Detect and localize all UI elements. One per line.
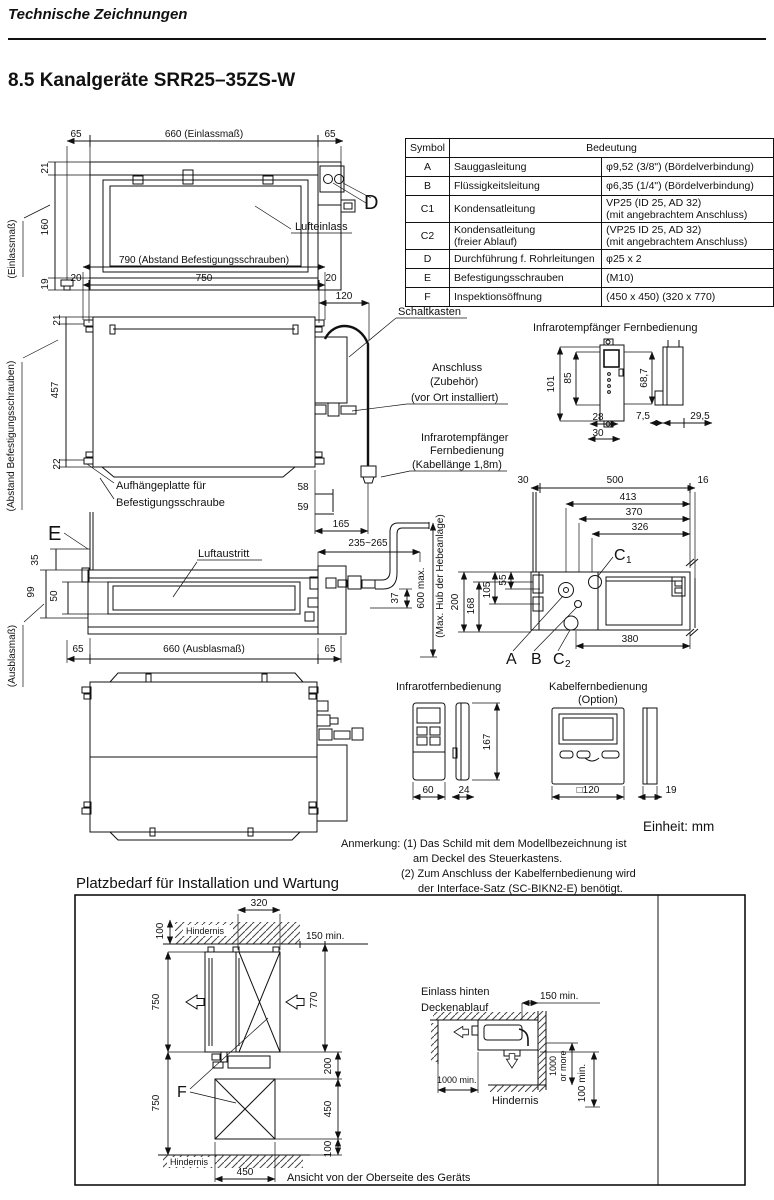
dim-label: 59 [297, 502, 309, 513]
end-view-linework [458, 483, 698, 651]
dim-label: 200 [450, 593, 461, 611]
dim-label: 55 [498, 574, 509, 586]
part-label: Schaltkasten [398, 306, 461, 318]
remark-line: Anmerkung: (1) Das Schild mit dem Modellbezeichnung ist [341, 838, 627, 850]
dim-label: 20 [325, 273, 337, 284]
dim-label: 19 [40, 278, 51, 290]
view-caption: Ansicht von der Oberseite des Geräts [287, 1172, 471, 1184]
callout-letter: D [364, 192, 379, 214]
dim-label: 99 [26, 586, 37, 598]
dim-label: or more [558, 1050, 568, 1082]
dim-label: 200 [323, 1057, 334, 1075]
table-row: C2 Kondensatleitung (freier Ablauf) (VP25 ID 25, AD 32) (mit angebrachtem Anschluss) [406, 223, 774, 250]
remark-block [341, 838, 636, 895]
dim-label: 101 [546, 375, 557, 393]
part-label: Anschluss [432, 362, 483, 374]
dim-label: 65 [72, 644, 84, 655]
dim-label: 380 [621, 634, 639, 645]
dim-label: 1000 min. [437, 1075, 477, 1085]
dim-label: 7,5 [636, 411, 650, 422]
part-label: Fernbedienung [430, 445, 505, 457]
dim-label: 750 [151, 1094, 162, 1112]
callout-letter: B [531, 651, 542, 668]
obstacle-label: Hindernis [170, 1157, 209, 1167]
bottom-view-linework [82, 673, 363, 840]
unit-note: Einheit: mm [643, 819, 715, 834]
table-row: B Flüssigkeitsleitung φ6,35 (1/4") (Bördelverbindung) [406, 177, 774, 196]
dim-label: 16 [697, 475, 709, 486]
part-label: Infrarotempfänger [421, 432, 509, 444]
dim-label: 168 [466, 597, 477, 615]
dim-label: 750 [195, 273, 213, 284]
dim-label: 160 [40, 218, 51, 236]
box-title: Platzbedarf für Installation und Wartung [76, 875, 339, 892]
callout-subscript: 1 [626, 555, 632, 566]
page-header-title: Technische Zeichnungen [8, 6, 188, 23]
dim-label: 28 [592, 412, 604, 423]
airflow-arrow-icon [286, 995, 304, 1009]
section-title: 8.5 Kanalgeräte SRR25–35ZS-W [8, 70, 296, 91]
table-row: A Sauggasleitung φ9,52 (3/8") (Bördelverbindung) [406, 158, 774, 177]
dim-label: 37 [390, 592, 401, 604]
detail-title: Deckenablauf [421, 1002, 489, 1014]
dim-label: 100 [323, 1140, 334, 1158]
dim-label: 50 [49, 590, 60, 602]
dim-label: □120 [576, 785, 600, 796]
dim-label: 60 [422, 785, 434, 796]
dim-label: 19 [665, 785, 677, 796]
installation-space-linework [75, 895, 745, 1185]
dim-label: 65 [324, 644, 336, 655]
dim-label: 457 [50, 381, 61, 399]
dim-label: 1000 [548, 1055, 558, 1077]
dim-label: 65 [324, 129, 336, 140]
dim-label: 21 [52, 314, 63, 326]
dim-label: 85 [563, 372, 574, 384]
dim-label: 150 min. [306, 931, 345, 942]
remark-line: am Deckel des Steuerkastens. [413, 853, 563, 865]
dim-label: 600 max. [416, 567, 427, 609]
detail-title: Einlass hinten [421, 986, 490, 998]
callout-letter: C [553, 651, 565, 668]
installation-space-labels [76, 875, 588, 1184]
dim-label: 167 [482, 733, 493, 751]
side-axis-label: (Abstand Befestigungsschrauben) [6, 360, 17, 512]
part-label: Befestigungsschraube [116, 497, 225, 509]
side-view-labels [7, 514, 446, 687]
top-view-labels [6, 255, 509, 530]
obstacle-label: Hindernis [492, 1095, 539, 1107]
dim-label: 30 [517, 475, 529, 486]
dim-label: 150 min. [540, 991, 579, 1002]
dim-label: 450 [323, 1100, 334, 1118]
ir-receiver-detail-linework [560, 339, 712, 439]
dim-label: 100 min. [577, 1063, 588, 1103]
dim-label: 120 [335, 291, 353, 302]
dim-label: 320 [250, 898, 268, 909]
part-label: (Kabellänge 1,8m) [412, 459, 502, 471]
dim-label: 450 [236, 1167, 254, 1178]
table-row: E Befestigungsschrauben (M10) [406, 269, 774, 288]
side-axis-label: (Einlassmaß) [7, 219, 18, 279]
dim-label: 370 [625, 507, 643, 518]
airflow-arrow-icon [454, 1026, 468, 1037]
col-symbol: Symbol [406, 139, 450, 158]
part-label: Aufhängeplatte für [116, 480, 206, 492]
dim-label: 165 [332, 519, 350, 530]
dim-label: 413 [619, 492, 637, 503]
detail-title: Infrarotempfänger Fernbedienung [533, 322, 698, 334]
dim-label: 24 [458, 785, 470, 796]
detail-title-sub: (Option) [578, 694, 618, 706]
detail-title: Kabelfernbedienung [549, 681, 648, 693]
dim-label: 750 [151, 993, 162, 1011]
dim-label: 35 [30, 554, 41, 566]
dim-label: 500 [606, 475, 624, 486]
dim-label: 770 [309, 991, 320, 1009]
callout-letter: E [48, 523, 62, 545]
callout-subscript: 2 [565, 659, 571, 670]
side-axis-label: (Ausblasmaß) [7, 624, 18, 688]
part-label: (Zubehör) [430, 376, 479, 388]
dim-label: 30 [592, 428, 604, 439]
dim-label: 22 [52, 458, 63, 470]
detail-title: Infrarotfernbedienung [396, 681, 502, 693]
part-label: (vor Ort installiert) [411, 392, 499, 404]
dim-label: 326 [631, 522, 649, 533]
callout-letter: F [177, 1084, 187, 1101]
remote-controls-linework [413, 703, 662, 800]
dim-label: 65 [70, 129, 82, 140]
col-meaning: Bedeutung [450, 139, 774, 158]
table-row: C1 Kondensatleitung VP25 (ID 25, AD 32) (mit angebrachtem Anschluss) [406, 196, 774, 223]
dim-label: 105 [482, 581, 493, 599]
dim-label: 100 [155, 922, 166, 940]
dim-label: 29,5 [690, 411, 710, 422]
dim-label: 660 (Einlassmaß) [164, 129, 244, 140]
table-row: D Durchführung f. Rohrleitungen φ25 x 2 [406, 250, 774, 269]
part-label: Luftaustritt [198, 548, 250, 560]
dim-label: 660 (Ausblasmaß) [163, 644, 245, 655]
part-label: Lufteinlass [295, 221, 348, 233]
dim-label: 235~265 [348, 538, 388, 549]
airflow-arrow-icon [186, 995, 204, 1009]
dim-label: (Max. Hub der Hebeanlage) [435, 514, 446, 638]
obstacle-label: Hindernis [186, 926, 225, 936]
table-row: F Inspektionsöffnung (450 x 450) (320 x 770) [406, 288, 774, 307]
callout-letter: C [614, 547, 626, 564]
callout-letter: A [506, 651, 517, 668]
remark-line: (2) Zum Anschluss der Kabelfernbedienung wird [401, 868, 636, 880]
remark-line: der Interface-Satz (SC-BIKN2-E) benötigt. [418, 883, 623, 895]
dim-label: 68,7 [639, 368, 650, 388]
dim-label: 58 [297, 482, 309, 493]
dim-label: 790 (Abstand Befestigungsschrauben) [118, 255, 290, 266]
dim-label: 21 [40, 162, 51, 174]
dim-label: 20 [70, 273, 82, 284]
